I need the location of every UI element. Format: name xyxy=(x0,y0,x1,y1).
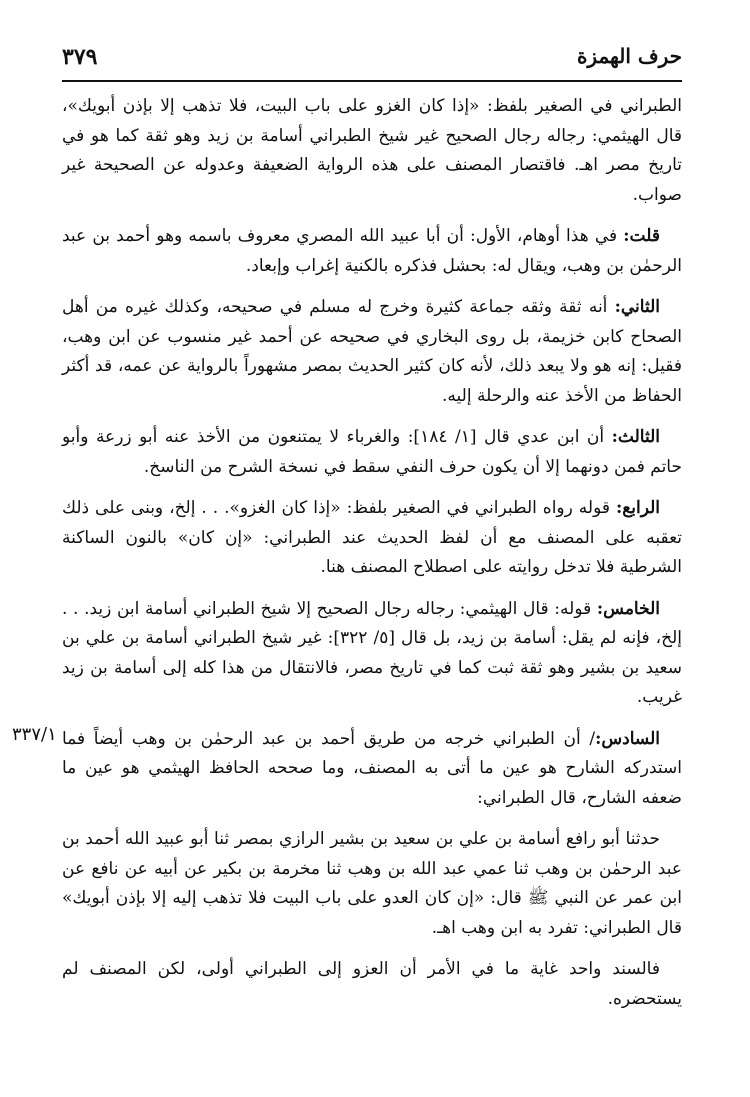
paragraph-fourth xyxy=(62,494,682,583)
paragraph-lead: السادس: xyxy=(595,728,660,749)
paragraph-continuation xyxy=(62,92,682,210)
paragraph-lead: الثالث: xyxy=(611,427,660,447)
paragraph-isnad-quote xyxy=(62,825,682,943)
paragraph-second xyxy=(62,293,682,411)
paragraph-lead: قلت: xyxy=(623,226,660,246)
paragraph-text: حدثنا أبو رافع أسامة بن علي بن سعيد بن بشير الرازي بمصر ثنا أبو عبيد الله أحمد بن عبد الرحمٰن بن وهب ثنا عمي عبد الله بن وهب ثنا مخرمة بن بكير عن أبيه عن نافع عن ابن عمر عن النبي ﷺ قال: «إن كان العدو على باب البيت فلا تذهب إليه إلا بإذن أبويك» قال الطبراني: تفرد به ابن وهب اهـ. xyxy=(62,829,682,938)
paragraph-third xyxy=(62,423,682,482)
paragraph-text: قوله رواه الطبراني في الصغير بلفظ: «إذا كان الغزو». . . إلخ، وبنى على ذلك تعقبه على المصنف مع أن لفظ الحديث عند الطبراني: «إن كان» بالنون الساكنة الشرطية فلا تدخل روايته على اصطلاح المصنف هنا. xyxy=(62,498,682,577)
page-number: ٣٧٩ xyxy=(62,44,98,70)
margin-reference: ٣٣٧/١ xyxy=(12,724,57,745)
paragraph-text: في هذا أوهام، الأول: أن أبا عبيد الله المصري معروف باسمه وهو أحمد بن عبد الرحمٰن بن وهب، ويقال له: بحشل فذكره بالكنية إغراب وإبعاد. xyxy=(62,226,682,276)
page-header xyxy=(62,42,682,80)
running-title: حرف الهمزة xyxy=(576,44,682,68)
page-body xyxy=(62,92,682,1026)
paragraph-lead: الخامس: xyxy=(596,598,660,619)
paragraph-text: أن ابن عدي قال [١/ ١٨٤]: والغرباء لا يمتنعون من الأخذ عنه أبو زرعة وأبو حاتم فمن دونهما إلا أن يكون حرف النفي سقط في نسخة الشرح من الناسخ. xyxy=(62,427,682,477)
paragraph-lead: الرابع: xyxy=(615,498,660,518)
paragraph-qult xyxy=(62,222,682,281)
paragraph-text: فالسند واحد غاية ما في الأمر أن العزو إلى الطبراني أولى، لكن المصنف لم يستحضره. xyxy=(62,959,682,1009)
paragraph-text: أنه ثقة وثقه جماعة كثيرة وخرج له مسلم في صحيحه، وكذلك غيره من أهل الصحاح كابن خزيمة، بل روى البخاري في صحيحه عن أحمد غير منسوب عن ابن وهب، فقيل: إنه هو ولا يبعد ذلك، لأنه كان كثير الحديث بمصر مشهوراً بالرواية عن عمه، قد أكثر الحفاظ من الأخذ عنه والرحلة إليه. xyxy=(62,297,682,406)
paragraph-sixth xyxy=(62,725,682,814)
paragraph-text: قوله: قال الهيثمي: رجاله رجال الصحيح إلا شيخ الطبراني أسامة ابن زيد. . . إلخ، فإنه لم يقل: أسامة بن زيد، بل قال [٥/ ٣٢٢]: غير شيخ الطبراني أسامة بن علي بن سعيد بن بشير وهو ثقة ثبت كما في تاريخ مصر، فالانتقال من هذا كله إلى أسامة بن زيد غريب. xyxy=(62,598,682,707)
paragraph-conclusion xyxy=(62,955,682,1014)
paragraph-text: الطبراني في الصغير بلفظ: «إذا كان الغزو على باب البيت، فلا تذهب إلا بإذن أبويك»، قال الهيثمي: رجاله رجال الصحيح غير شيخ الطبراني أسامة بن زيد وهو ثقة كما هو في تاريخ مصر اهـ. فاقتصار المصنف على هذه الرواية الضعيفة وعدوله عن الصحيحة غير صواب. xyxy=(62,96,682,205)
paragraph-text: / أن الطبراني خرجه من طريق أحمد بن عبد الرحمٰن بن وهب أيضاً فما استدركه الشارح هو عين ما أتى به المصنف، وما صححه الحافظ الهيثمي هو عين ما ضعفه الشارح، قال الطبراني: xyxy=(62,728,682,808)
paragraph-lead: الثاني: xyxy=(614,297,660,317)
paragraph-fifth xyxy=(62,595,682,713)
header-divider xyxy=(62,80,682,82)
